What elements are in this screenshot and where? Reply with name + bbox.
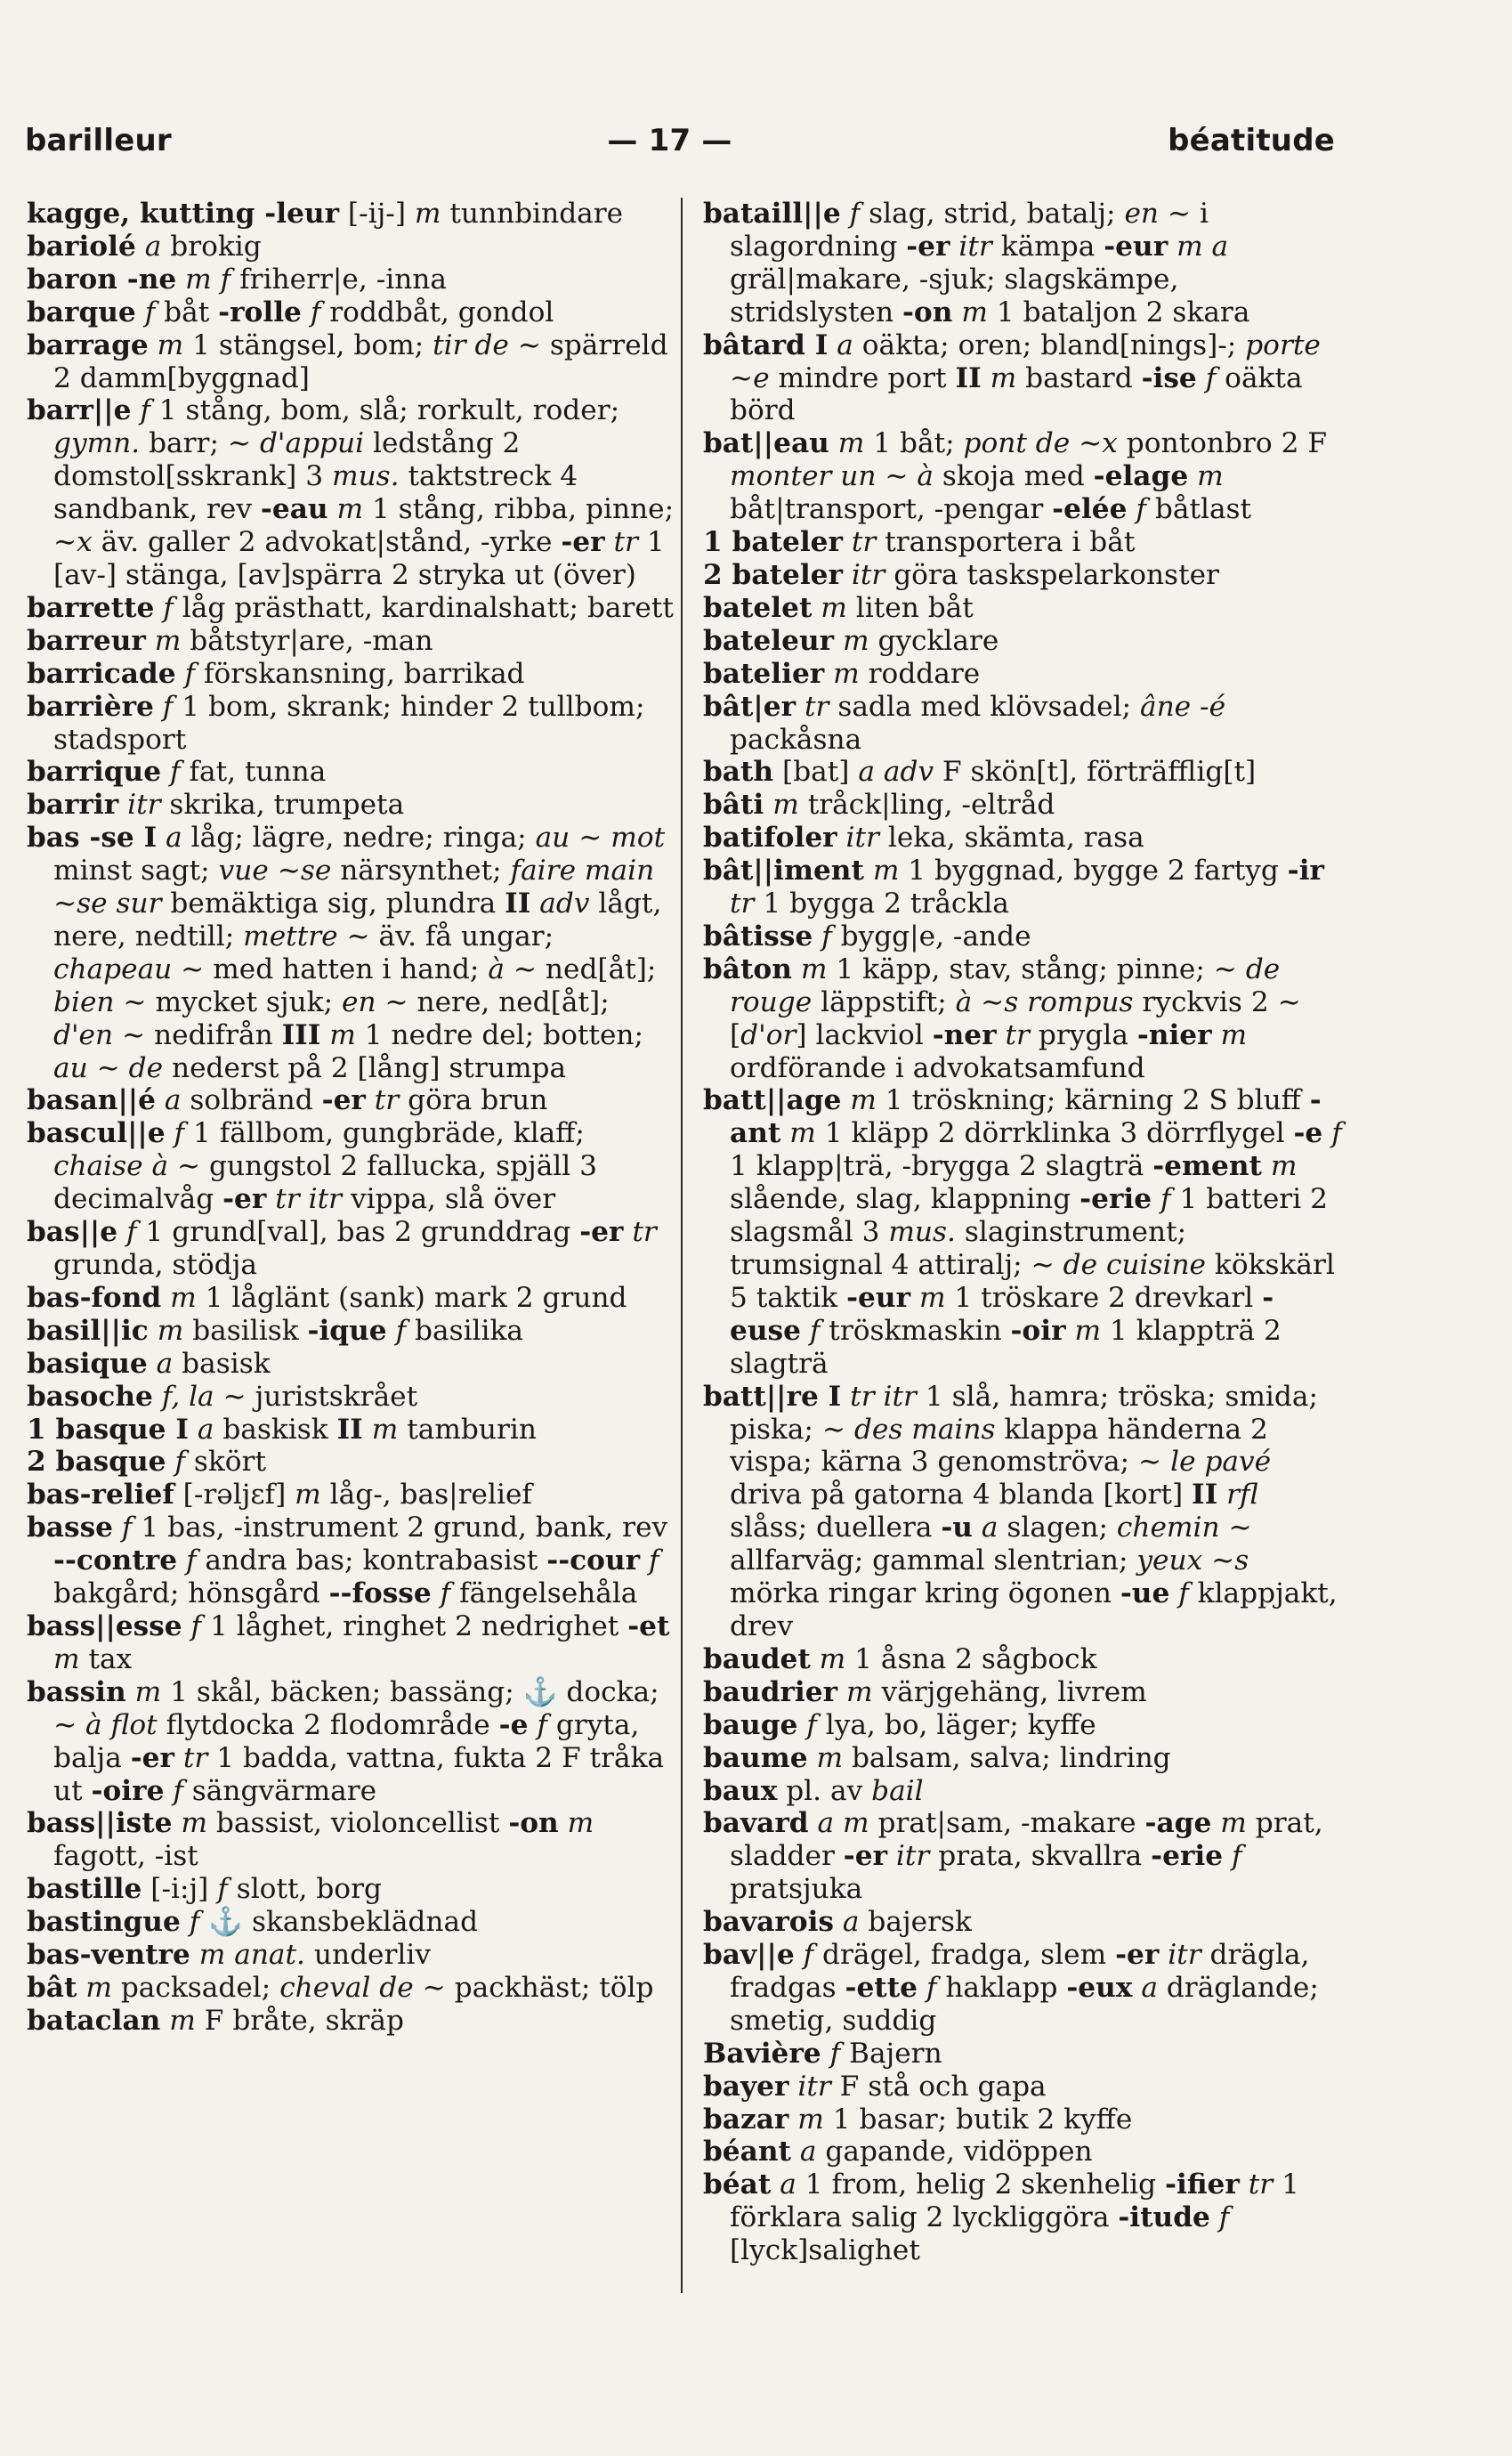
dictionary-entry: basoche f, la ∼ juristskrået bbox=[27, 1380, 418, 1413]
dictionary-entry: bateleur m gycklare bbox=[703, 624, 999, 657]
dictionary-entry: bas -se I a låg; lägre, nedre; ringa; au ∼ mot minst sagt; vue ∼se närsynthet; faire main ∼se sur bemäktiga sig, plundra II adv lågt, nere, nedtill; mettre ∼ äv. få ungar; chapeau ∼ med hatten i hand; à ∼ ned[åt]; bien ∼ mycket sjuk; en ∼ nere, ned[åt]; d'en ∼ nedifrån III m 1 nedre del; botten; au ∼ de nederst på 2 [lång] strumpa bbox=[27, 822, 666, 1084]
dictionary-entry: basse f 1 bas, -instrument 2 grund, bank, rev --contre f andra bas; kontrabasist --cour f bakgård; hönsgård --fosse f fängelsehåla bbox=[27, 1512, 668, 1610]
dictionary-entry: béant a gapande, vidöppen bbox=[703, 2136, 1093, 2168]
dictionary-entry: 1 bateler tr transportera i båt bbox=[703, 526, 1136, 559]
left-column bbox=[27, 198, 676, 2038]
dictionary-entry: 2 bateler itr göra taskspelarkonster bbox=[703, 558, 1219, 591]
dictionary-entry: baudet m 1 åsna 2 sågbock bbox=[703, 1642, 1097, 1675]
dictionary-entry: bazar m 1 basar; butik 2 kyffe bbox=[703, 2103, 1133, 2136]
dictionary-entry: bath [bat] a adv F skön[t], förträfflig[t] bbox=[703, 756, 1257, 789]
dictionary-entry: basique a basisk bbox=[27, 1347, 271, 1380]
dictionary-entry: batelier m roddare bbox=[703, 657, 981, 690]
dictionary-entry: barrière f 1 bom, skrank; hinder 2 tullbom; stadsport bbox=[27, 690, 645, 756]
dictionary-entry: bav||e f drägel, fradga, slem -er itr drägla, fradgas -ette f haklapp -eux a dräglande; smetig, suddig bbox=[703, 1939, 1319, 2037]
dictionary-entry: bass||iste m bassist, violoncellist -on m fagott, -ist bbox=[27, 1807, 594, 1873]
dictionary-entry: bayer itr F stå och gapa bbox=[703, 2070, 1047, 2103]
dictionary-entry: baron -ne m f friherr|e, -inna bbox=[27, 263, 447, 296]
dictionary-entry: bat||eau m 1 båt; pont de ∼x pontonbro 2 F monter un ∼ à skoja med -elage m båt|transport, -pengar -elée f båtlast bbox=[703, 427, 1327, 526]
dictionary-entry: bauge f lya, bo, läger; kyffe bbox=[703, 1708, 1096, 1741]
dictionary-entry: bataclan m F bråte, skräp bbox=[27, 2004, 404, 2037]
dictionary-entry: barricade f förskansning, barrikad bbox=[27, 657, 525, 690]
dictionary-entry: barreur m båtstyr|are, -man bbox=[27, 624, 433, 657]
dictionary-entry: barque f båt -rolle f roddbåt, gondol bbox=[27, 296, 554, 328]
page-header bbox=[25, 114, 1335, 167]
dictionary-entry: bassin m 1 skål, bäcken; bassäng; ⚓ docka; ∼ à flot flytdocka 2 flodområde -e f gryta, balja -er tr 1 badda, vattna, fukta 2 F tråka ut -oire f sängvärmare bbox=[27, 1675, 665, 1807]
left-guide-word: barilleur bbox=[25, 123, 172, 158]
dictionary-entry: bas-fond m 1 låglänt (sank) mark 2 grund bbox=[27, 1281, 627, 1314]
dictionary-entry: Bavière f Bajern bbox=[703, 2037, 942, 2070]
dictionary-entry: barr||e f 1 stång, bom, slå; rorkult, roder; gymn. barr; ∼ d'appui ledstång 2 domstol[sskrank] 3 mus. taktstreck 4 sandbank, rev -eau m 1 stång, ribba, pinne; ∼x äv. galler 2 advokat|stånd, -yrke -er tr 1 [av-] stänga, [av]spärra 2 stryka ut (över) bbox=[27, 394, 675, 591]
dictionary-entry: bariolé a brokig bbox=[27, 230, 262, 263]
dictionary-entry: barrique f fat, tunna bbox=[27, 756, 327, 789]
dictionary-entry: bavarois a bajersk bbox=[703, 1906, 972, 1939]
dictionary-entry: bas||e f 1 grund[val], bas 2 grunddrag -er tr grunda, stödja bbox=[27, 1216, 657, 1281]
column-divider bbox=[681, 198, 683, 2293]
dictionary-entry: baudrier m värjgehäng, livrem bbox=[703, 1675, 1147, 1708]
dictionary-entry: bas-ventre m anat. underliv bbox=[27, 1939, 431, 1972]
dictionary-entry: bavard a m prat|sam, -makare -age m prat, sladder -er itr prata, skvallra -erie f pratsjuka bbox=[703, 1807, 1323, 1906]
dictionary-entry: 2 basque f skört bbox=[27, 1446, 266, 1479]
page-number: — 17 — bbox=[607, 123, 732, 158]
dictionary-entry: bâtisse f bygg|e, -ande bbox=[703, 920, 1031, 952]
dictionary-entry: kagge, kutting -leur [-ij-] m tunnbindare bbox=[27, 198, 624, 230]
dictionary-entry: bât|er tr sadla med klövsadel; âne -é packåsna bbox=[703, 690, 1226, 756]
dictionary-entry: bât||iment m 1 byggnad, bygge 2 fartyg -ir tr 1 bygga 2 tråckla bbox=[703, 855, 1324, 920]
dictionary-entry: barrir itr skrika, trumpeta bbox=[27, 789, 405, 822]
right-guide-word: béatitude bbox=[1168, 123, 1335, 158]
dictionary-entry: bâtard I a oäkta; oren; bland[nings]-; porte ∼e mindre port II m bastard -ise f oäkta börd bbox=[703, 328, 1321, 427]
dictionary-entry: batt||re I tr itr 1 slå, hamra; tröska; smida; piska; ∼ des mains klappa händerna 2 vispa; kärna 3 genomströva; ∼ le pavé driva på gatorna 4 blanda [kort] II rfl slåss; duellera -u a slagen; chemin ∼ allfarväg; gammal slentrian; yeux ∼s mörka ringar kring ögonen -ue f klappjakt, drev bbox=[703, 1380, 1338, 1642]
dictionary-entry: bass||esse f 1 låghet, ringhet 2 nedrighet -et m tax bbox=[27, 1609, 670, 1675]
right-column bbox=[703, 198, 1344, 2267]
dictionary-entry: basan||é a solbränd -er tr göra brun bbox=[27, 1084, 548, 1117]
dictionary-entry: bâton m 1 käpp, stav, stång; pinne; ∼ de rouge läppstift; à ∼s rompus ryckvis 2 ∼ [d'or] lackviol -ner tr prygla -nier m ordförande i advokatsamfund bbox=[703, 952, 1301, 1084]
dictionary-entry: bataill||e f slag, strid, batalj; en ∼ i slagordning -er itr kämpa -eur m a gräl|makare, -sjuk; slagskämpe, stridslysten -on m 1 bataljon 2 skara bbox=[703, 198, 1250, 328]
dictionary-entry: béat a 1 from, helig 2 skenhelig -ifier tr 1 förklara salig 2 lyckliggöra -itude f [lyck]salighet bbox=[703, 2168, 1299, 2267]
dictionary-entry: bascul||e f 1 fällbom, gungbräde, klaff; chaise à ∼ gungstol 2 fallucka, spjäll 3 decimalvåg -er tr itr vippa, slå över bbox=[27, 1117, 598, 1216]
dictionary-entry: batelet m liten båt bbox=[703, 591, 974, 624]
dictionary-entry: bât m packsadel; cheval de ∼ packhäst; tölp bbox=[27, 1971, 654, 2004]
dictionary-entry: 1 basque I a baskisk II m tamburin bbox=[27, 1413, 537, 1446]
dictionary-entry: basil||ic m basilisk -ique f basilika bbox=[27, 1314, 524, 1347]
dictionary-entry: baux pl. av bail bbox=[703, 1774, 924, 1807]
dictionary-entry: bastille [-i:j] f slott, borg bbox=[27, 1873, 382, 1906]
dictionary-entry: bastingue f ⚓ skansbeklädnad bbox=[27, 1906, 479, 1939]
dictionary-entry: baume m balsam, salva; lindring bbox=[703, 1741, 1171, 1774]
dictionary-entry: batt||age m 1 tröskning; kärning 2 S bluff -ant m 1 kläpp 2 dörrklinka 3 dörrflygel -e f 1 klapp|trä, -brygga 2 slagträ -ement m slående, slag, klappning -erie f 1 batteri 2 slagsmål 3 mus. slaginstrument; trumsignal 4 attiralj; ∼ de cuisine kökskärl 5 taktik -eur m 1 tröskare 2 drevkarl -euse f tröskmaskin -oir m 1 klappträ 2 slagträ bbox=[703, 1084, 1342, 1380]
dictionary-entry: barrette f låg prästhatt, kardinalshatt; barett bbox=[27, 591, 674, 624]
dictionary-entry: bas-relief [-rəljɛf] m låg-, bas|relief bbox=[27, 1479, 532, 1512]
dictionary-entry: bâti m tråck|ling, -eltråd bbox=[703, 789, 1055, 822]
dictionary-entry: barrage m 1 stängsel, bom; tir de ∼ spärreld 2 damm[byggnad] bbox=[27, 328, 668, 394]
dictionary-entry: batifoler itr leka, skämta, rasa bbox=[703, 822, 1144, 855]
